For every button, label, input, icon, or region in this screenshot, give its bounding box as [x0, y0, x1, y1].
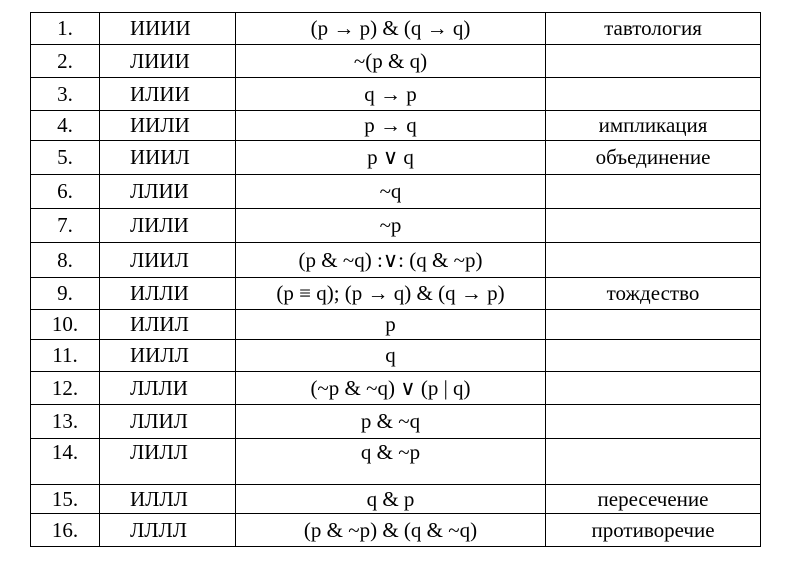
formula: (p & ~p) & (q & ~q) — [236, 514, 546, 547]
row-number: 1. — [31, 13, 100, 45]
table-row — [31, 175, 761, 209]
row-number: 14. — [31, 439, 100, 485]
row-number: 5. — [31, 141, 100, 175]
function-name — [546, 243, 761, 278]
table-row — [31, 372, 761, 405]
function-name — [546, 405, 761, 439]
function-name: импликация — [546, 111, 761, 141]
formula: q & ~p — [236, 439, 546, 485]
formula: (p → p) & (q → q) — [236, 13, 546, 45]
truth-values: ЛЛЛЛ — [100, 514, 236, 547]
formula: p → q — [236, 111, 546, 141]
table-row — [31, 514, 761, 547]
row-number: 11. — [31, 340, 100, 372]
row-number: 13. — [31, 405, 100, 439]
function-name — [546, 372, 761, 405]
formula: p — [236, 310, 546, 340]
function-name — [546, 78, 761, 111]
truth-values: ИЛИЛ — [100, 310, 236, 340]
table-row — [31, 78, 761, 111]
logic-functions-table — [30, 12, 761, 547]
function-name — [546, 45, 761, 78]
formula: q → p — [236, 78, 546, 111]
truth-values: ЛЛИИ — [100, 175, 236, 209]
truth-values: ИИЛИ — [100, 111, 236, 141]
row-number: 10. — [31, 310, 100, 340]
table-row — [31, 45, 761, 78]
table-row — [31, 340, 761, 372]
table-row — [31, 310, 761, 340]
function-name: тавтология — [546, 13, 761, 45]
formula: p & ~q — [236, 405, 546, 439]
table-row — [31, 405, 761, 439]
formula: ~q — [236, 175, 546, 209]
formula: (~p & ~q) ∨ (p | q) — [236, 372, 546, 405]
row-number: 6. — [31, 175, 100, 209]
formula: p ∨ q — [236, 141, 546, 175]
formula: (p ≡ q); (p → q) & (q → p) — [236, 278, 546, 310]
truth-values: ИЛЛИ — [100, 278, 236, 310]
function-name: пересечение — [546, 485, 761, 514]
truth-values: ИЛЛЛ — [100, 485, 236, 514]
truth-values: ИИЛЛ — [100, 340, 236, 372]
formula: ~(p & q) — [236, 45, 546, 78]
formula: ~p — [236, 209, 546, 243]
row-number: 2. — [31, 45, 100, 78]
table-row — [31, 278, 761, 310]
function-name: объединение — [546, 141, 761, 175]
table-row — [31, 243, 761, 278]
truth-values: ЛИИЛ — [100, 243, 236, 278]
row-number: 3. — [31, 78, 100, 111]
function-name — [546, 209, 761, 243]
table-row — [31, 485, 761, 514]
row-number: 16. — [31, 514, 100, 547]
function-name — [546, 310, 761, 340]
truth-values: ЛЛИЛ — [100, 405, 236, 439]
table-row — [31, 141, 761, 175]
function-name — [546, 340, 761, 372]
truth-values: ЛИЛИ — [100, 209, 236, 243]
formula: q — [236, 340, 546, 372]
row-number: 7. — [31, 209, 100, 243]
table-row — [31, 111, 761, 141]
truth-values: ЛЛЛИ — [100, 372, 236, 405]
row-number: 9. — [31, 278, 100, 310]
row-number: 4. — [31, 111, 100, 141]
truth-values: ИИИЛ — [100, 141, 236, 175]
function-name: противоречие — [546, 514, 761, 547]
function-name — [546, 175, 761, 209]
truth-values: ИЛИИ — [100, 78, 236, 111]
row-number: 15. — [31, 485, 100, 514]
table-row — [31, 439, 761, 485]
row-number: 12. — [31, 372, 100, 405]
truth-values: ЛИИИ — [100, 45, 236, 78]
table-row — [31, 13, 761, 45]
formula: (p & ~q) :∨: (q & ~p) — [236, 243, 546, 278]
row-number: 8. — [31, 243, 100, 278]
function-name: тождество — [546, 278, 761, 310]
table-row — [31, 209, 761, 243]
truth-values: ИИИИ — [100, 13, 236, 45]
formula: q & p — [236, 485, 546, 514]
truth-values: ЛИЛЛ — [100, 439, 236, 485]
function-name — [546, 439, 761, 485]
